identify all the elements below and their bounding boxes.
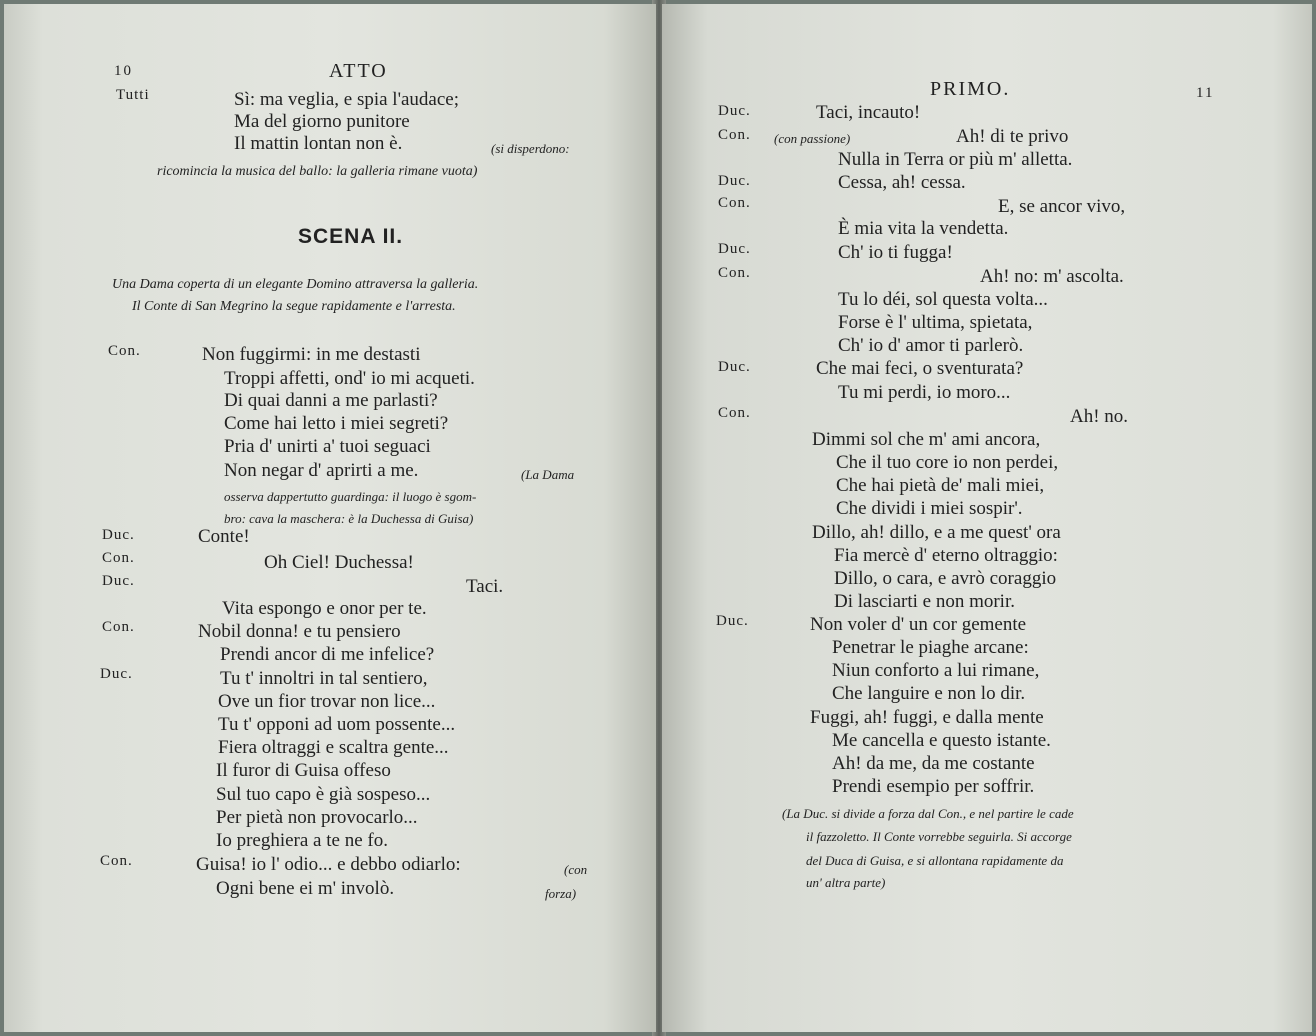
verse-line: Ma del giorno punitore bbox=[234, 111, 410, 132]
verse-line: Che languire e non lo dir. bbox=[832, 683, 1026, 704]
verse-line: Tu lo déi, sol questa volta... bbox=[838, 289, 1048, 310]
verse-line: Tu mi perdi, io moro... bbox=[838, 382, 1011, 403]
stage-direction: (si disperdono: bbox=[491, 141, 570, 156]
speaker-con: Con. bbox=[718, 265, 751, 281]
verse-line: Dillo, o cara, e avrò coraggio bbox=[834, 568, 1057, 589]
scene-title: SCENA II. bbox=[298, 225, 404, 248]
verse-line: Guisa! io l' odio... e debbo odiarlo: bbox=[196, 854, 461, 875]
verse-line: Ch' io ti fugga! bbox=[838, 242, 953, 263]
speaker-duc: Duc. bbox=[718, 241, 751, 257]
stage-direction: (La Duc. si divide a forza dal Con., e nel partire le cade bbox=[782, 806, 1074, 821]
verse-line: Troppi affetti, ond' io mi acqueti. bbox=[224, 368, 475, 389]
stage-direction: bro: cava la maschera: è la Duchessa di Guisa) bbox=[224, 511, 474, 526]
verse-line: Oh Ciel! Duchessa! bbox=[264, 552, 414, 573]
speaker-con: Con. bbox=[718, 195, 751, 211]
verse-line: Il mattin lontan non è. bbox=[234, 133, 403, 154]
verse-line: È mia vita la vendetta. bbox=[838, 218, 1009, 239]
verse-line: Fuggi, ah! fuggi, e dalla mente bbox=[810, 707, 1044, 728]
verse-line: Taci, incauto! bbox=[816, 102, 921, 123]
speaker-duc: Duc. bbox=[718, 359, 751, 375]
speaker-con: Con. bbox=[108, 343, 141, 359]
speaker-duc: Duc. bbox=[718, 103, 751, 119]
verse-line: Per pietà non provocarlo... bbox=[216, 807, 418, 828]
verse-line: Nobil donna! e tu pensiero bbox=[198, 621, 401, 642]
verse-line: Ove un fior trovar non lice... bbox=[218, 691, 436, 712]
stage-direction: (con passione) bbox=[774, 131, 851, 146]
speaker-tutti: Tutti bbox=[116, 87, 150, 103]
verse-line: Nulla in Terra or più m' alletta. bbox=[838, 149, 1073, 170]
verse-line: Taci. bbox=[466, 576, 504, 597]
speaker-duc: Duc. bbox=[718, 173, 751, 189]
verse-line: Dillo, ah! dillo, e a me quest' ora bbox=[812, 522, 1061, 543]
stage-direction: ricomincia la musica del ballo: la galleria rimane vuota) bbox=[157, 164, 478, 179]
verse-line: Tu t' innoltri in tal sentiero, bbox=[220, 668, 428, 689]
verse-line: Prendi esempio per soffrir. bbox=[832, 776, 1035, 797]
verse-line: Non fuggirmi: in me destasti bbox=[202, 344, 421, 365]
verse-line: Conte! bbox=[198, 526, 250, 547]
verse-line: Cessa, ah! cessa. bbox=[838, 172, 966, 193]
page-number: 10 bbox=[114, 63, 133, 79]
speaker-duc: Duc. bbox=[716, 613, 749, 629]
verse-line: Io preghiera a te ne fo. bbox=[216, 830, 388, 851]
verse-line: Che hai pietà de' mali miei, bbox=[836, 475, 1045, 496]
stage-direction: forza) bbox=[545, 886, 577, 901]
speaker-duc: Duc. bbox=[100, 666, 133, 682]
verse-line: Ogni bene ei m' involò. bbox=[216, 878, 395, 899]
verse-line: Fiera oltraggi e scaltra gente... bbox=[218, 737, 449, 758]
verse-line: Che il tuo core io non perdei, bbox=[836, 452, 1059, 473]
verse-line: Dimmi sol che m' ami ancora, bbox=[812, 429, 1041, 450]
stage-direction: un' altra parte) bbox=[806, 875, 886, 890]
verse-line: Che mai feci, o sventurata? bbox=[816, 358, 1024, 379]
speaker-con: Con. bbox=[102, 550, 135, 566]
verse-line: Prendi ancor di me infelice? bbox=[220, 644, 435, 665]
verse-line: Fia mercè d' eterno oltraggio: bbox=[834, 545, 1058, 566]
verse-line: Forse è l' ultima, spietata, bbox=[838, 312, 1033, 333]
verse-line: Non negar d' aprirti a me. bbox=[224, 460, 419, 481]
verse-line: Non voler d' un cor gemente bbox=[810, 614, 1027, 635]
verse-line: Di quai danni a me parlasti? bbox=[224, 390, 438, 411]
verse-line: Tu t' opponi ad uom possente... bbox=[218, 714, 456, 735]
stage-direction: il fazzoletto. Il Conte vorrebbe seguirla. Si accorge bbox=[806, 829, 1072, 844]
stage-direction: del Duca di Guisa, e si allontana rapidamente da bbox=[806, 853, 1064, 868]
speaker-con: Con. bbox=[718, 127, 751, 143]
verse-line: Me cancella e questo istante. bbox=[832, 730, 1051, 751]
running-head: PRIMO. bbox=[930, 78, 1011, 100]
verse-line: Che dividi i miei sospir'. bbox=[836, 498, 1023, 519]
verse-line: Il furor di Guisa offeso bbox=[216, 760, 391, 781]
stage-direction: osserva dappertutto guardinga: il luogo è sgom- bbox=[224, 489, 477, 504]
verse-line: Ah! no. bbox=[1070, 406, 1129, 427]
page-number: 11 bbox=[1196, 85, 1215, 101]
speaker-duc: Duc. bbox=[102, 527, 135, 543]
left-page bbox=[4, 4, 656, 1032]
verse-line: Pria d' unirti a' tuoi seguaci bbox=[224, 436, 431, 457]
speaker-con: Con. bbox=[718, 405, 751, 421]
scene-description: Il Conte di San Megrino la segue rapidamente e l'arresta. bbox=[132, 299, 456, 314]
verse-line: Come hai letto i miei segreti? bbox=[224, 413, 449, 434]
verse-line: Di lasciarti e non morir. bbox=[834, 591, 1015, 612]
verse-line: E, se ancor vivo, bbox=[998, 196, 1126, 217]
stage-direction: (La Dama bbox=[521, 467, 575, 482]
running-head: ATTO bbox=[329, 60, 388, 82]
speaker-duc: Duc. bbox=[102, 573, 135, 589]
right-page bbox=[662, 4, 1312, 1032]
verse-line: Niun conforto a lui rimane, bbox=[832, 660, 1040, 681]
verse-line: Ah! no: m' ascolta. bbox=[980, 266, 1124, 287]
verse-line: Sì: ma veglia, e spia l'audace; bbox=[234, 89, 460, 110]
verse-line: Sul tuo capo è già sospeso... bbox=[216, 784, 431, 805]
verse-line: Ch' io d' amor ti parlerò. bbox=[838, 335, 1024, 356]
scene-description: Una Dama coperta di un elegante Domino attraversa la galleria. bbox=[112, 277, 479, 292]
stage-direction: (con bbox=[564, 862, 588, 877]
verse-line: Ah! da me, da me costante bbox=[832, 753, 1035, 774]
speaker-con: Con. bbox=[102, 619, 135, 635]
verse-line: Penetrar le piaghe arcane: bbox=[832, 637, 1029, 658]
verse-line: Vita espongo e onor per te. bbox=[222, 598, 427, 619]
speaker-con: Con. bbox=[100, 853, 133, 869]
verse-line: Ah! di te privo bbox=[956, 126, 1069, 147]
